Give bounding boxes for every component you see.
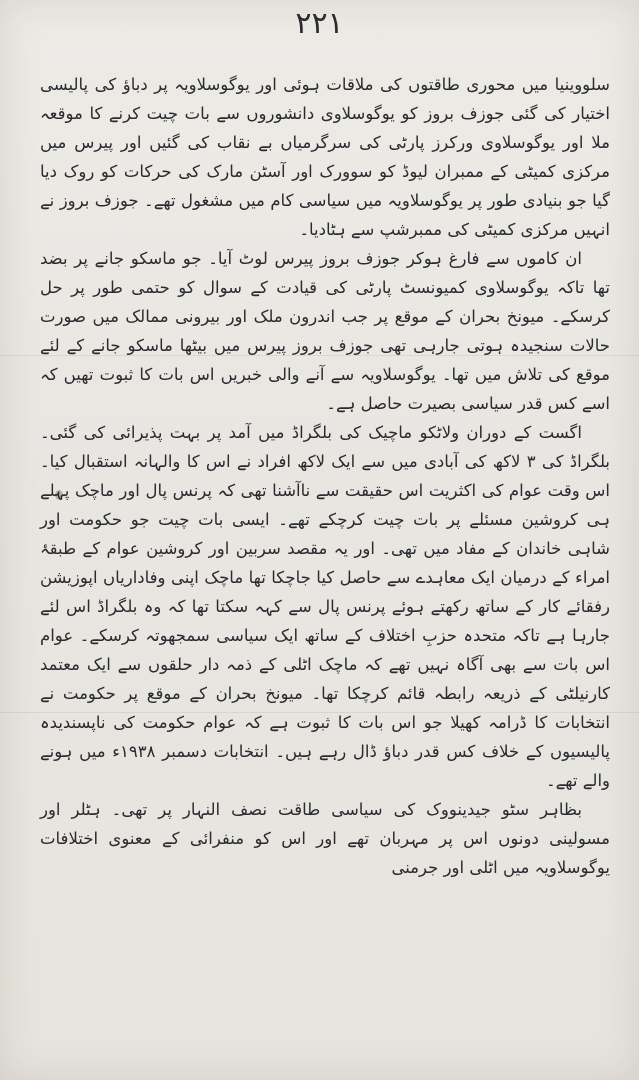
paragraph: بظاہر سٹو جیدینووک کی سیاسی طاقت نصف النہار پر تھی۔ ہٹلر اور مسولینی دونوں اس پر مہربان تھے اور اس کو منفرائی کے معنوی اختلافات یوگوسلاویہ میں اٹلی اور جرمنی xyxy=(40,800,610,877)
paragraph: ان کاموں سے فارغ ہوکر جوزف بروز پیرس لوٹ آیا۔ جو ماسکو جانے پر بضد تھا تاکہ یوگوسلاوی کمیونسٹ پارٹی کی قیادت کے سوال کو حتمی طور پر حل کرسکے۔ میونخ بحران کے موقع پر جب اندرون ملک اور بیرونی ممالک میں صورت حالات سنجیدہ ہوتی جارہی تھی جوزف بروز پیرس میں بیٹھا ماسکو جانے کے لئے موقع کی تلاش میں تھا۔ یوگوسلاویہ سے آنے والی خبریں اس بات کا ثبوت تھیں کہ اسے کس قدر سیاسی بصیرت حاصل ہے۔ xyxy=(40,249,610,413)
body-text xyxy=(40,70,610,882)
paragraph: سلووینیا میں محوری طاقتوں کی ملاقات ہوئی اور یوگوسلاویہ پر دباؤ کی پالیسی اختیار کی گئی جوزف بروز کو یوگوسلاوی دانشوروں سے بات چیت کرنے کا موقعہ ملا اور یوگوسلاوی ورکرز پارٹی کی سرگرمیاں بے نقاب کی گئیں اور پیرس میں مرکزی کمیٹی کے ممبران لیوڈ کو سوورک اور آسٹن مارک کی حرکات کو روک دیا گیا جو بنیادی طور پر یوگوسلاویہ میں سیاسی کام میں مشغول تھے۔ جوزف بروز نے انہیں مرکزی کمیٹی کی ممبرشپ سے ہٹادیا۔ xyxy=(40,75,610,239)
paragraph: اگست کے دوران ولاٹکو ماچیک کی بلگراڈ میں آمد پر بہت پذیرائی کی گئی۔ بلگراڈ کی ۳ لاکھ کی آبادی میں سے ایک لاکھ افراد نے اس کا والہانہ استقبال کیا۔ اس وقت عوام کی اکثریت اس حقیقت سے ناآشنا تھی کہ پرنس پال اور ماچک پہلے ہی کروشین مسئلے پر بات چیت کرچکے تھے۔ ایسی بات چیت جو حکومت اور شاہی خاندان کے مفاد میں تھی۔ اور یہ مقصد سربین اور کروشین عوام کے طبقۂ امراء کے درمیان ایک معاہدے سے حاصل کیا جاچکا تھا ماچک اپنی وفاداریاں اپوزیشن رفقائے کار کے ساتھ رکھتے ہوئے پرنس پال سے کہہ سکتا تھا کہ وہ بلگراڈ اس لئے جارہا ہے تاکہ متحدہ حزبِ اختلاف کے ساتھ ایک سیاسی سمجھوتہ کرسکے۔ عوام اس بات سے بھی آگاہ نہیں تھے کہ ماچک اٹلی کے ذمہ دار حلقوں سے ایک معتمد کارنیلٹی کے ذریعہ رابطہ قائم کرچکا تھا۔ میونخ بحران کے موقع پر حکومت نے انتخابات کا ڈرامہ کھیلا جو اس بات کا ثبوت ہے کہ عوام حکومت کی ناپسندیدہ پالیسیوں کے خلاف کس قدر دباؤ ڈال رہے ہیں۔ انتخابات دسمبر ۱۹۳۸ء میں ہونے والے تھے۔ xyxy=(40,423,611,790)
page-number: ۲۲۱ xyxy=(295,6,344,41)
